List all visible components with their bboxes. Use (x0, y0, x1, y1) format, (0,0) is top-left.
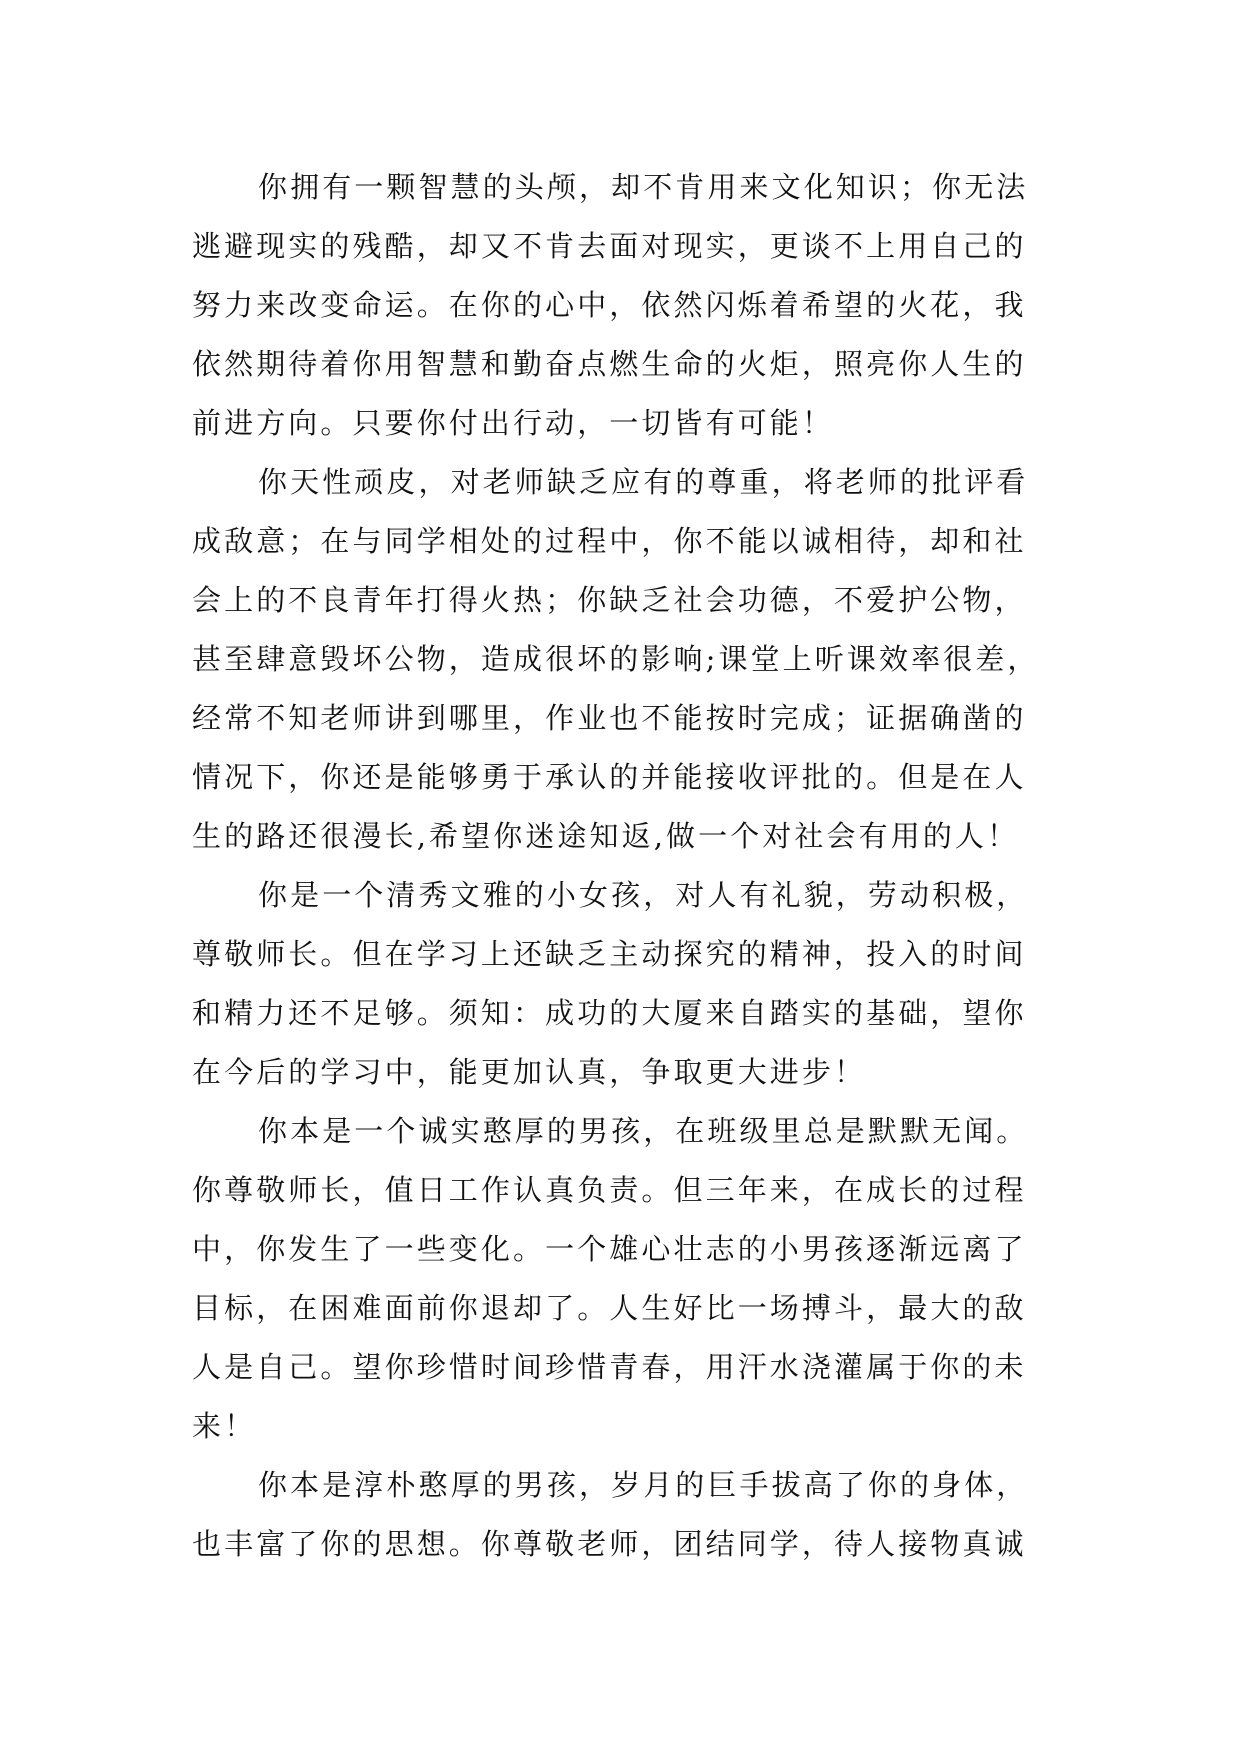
paragraph-line: 生的路还很漫长,希望你迷途知返,做一个对社会有用的人！ (192, 819, 1020, 853)
paragraph-line: 中，你发生了一些变化。一个雄心壮志的小男孩逐渐远离了 (192, 1232, 1027, 1266)
paragraph-line: 你本是淳朴憨厚的男孩，岁月的巨手拔高了你的身体， (258, 1468, 1029, 1502)
paragraph-line: 你是一个清秀文雅的小女孩，对人有礼貌，劳动积极， (258, 878, 1029, 912)
paragraph-line: 你本是一个诚实憨厚的男孩，在班级里总是默默无闻。 (258, 1114, 1029, 1148)
paragraph-line: 和精力还不足够。须知：成功的大厦来自踏实的基础，望你 (192, 996, 1027, 1030)
paragraph-line: 甚至肆意毁坏公物，造成很坏的影响;课堂上听课效率很差， (192, 642, 1040, 676)
paragraph-line: 逃避现实的残酷，却又不肯去面对现实，更谈不上用自己的 (192, 229, 1027, 263)
paragraph-line: 会上的不良青年打得火热；你缺乏社会功德，不爱护公物， (192, 583, 1027, 617)
paragraph-4 (192, 1102, 1072, 1456)
paragraph-line: 你天性顽皮，对老师缺乏应有的尊重，将老师的批评看 (258, 465, 1029, 499)
paragraph-line: 情况下，你还是能够勇于承认的并能接收评批的。但是在人 (192, 760, 1027, 794)
paragraph-2 (192, 453, 1072, 866)
paragraph-line: 成敌意；在与同学相处的过程中，你不能以诚相待，却和社 (192, 524, 1027, 558)
paragraph-line: 来！ (192, 1409, 257, 1443)
paragraph-line: 人是自己。望你珍惜时间珍惜青春，用汗水浇灌属于你的未 (192, 1350, 1027, 1384)
paragraph-3 (192, 866, 1072, 1102)
document-body (192, 158, 1072, 1574)
paragraph-5 (192, 1456, 1072, 1574)
paragraph-line: 你尊敬师长，值日工作认真负责。但三年来，在成长的过程 (192, 1173, 1027, 1207)
paragraph-line: 努力来改变命运。在你的心中，依然闪烁着希望的火花，我 (192, 288, 1027, 322)
paragraph-line: 经常不知老师讲到哪里，作业也不能按时完成；证据确凿的 (192, 701, 1027, 735)
paragraph-1 (192, 158, 1072, 453)
paragraph-line: 在今后的学习中，能更加认真，争取更大进步！ (192, 1055, 867, 1089)
paragraph-line: 尊敬师长。但在学习上还缺乏主动探究的精神，投入的时间 (192, 937, 1027, 971)
paragraph-line: 前进方向。只要你付出行动，一切皆有可能！ (192, 406, 835, 440)
paragraph-line: 也丰富了你的思想。你尊敬老师，团结同学，待人接物真诚 (192, 1527, 1027, 1561)
paragraph-line: 依然期待着你用智慧和勤奋点燃生命的火炬，照亮你人生的 (192, 347, 1027, 381)
paragraph-line: 目标，在困难面前你退却了。人生好比一场搏斗，最大的敌 (192, 1291, 1027, 1325)
paragraph-line: 你拥有一颗智慧的头颅，却不肯用来文化知识；你无法 (258, 170, 1029, 204)
